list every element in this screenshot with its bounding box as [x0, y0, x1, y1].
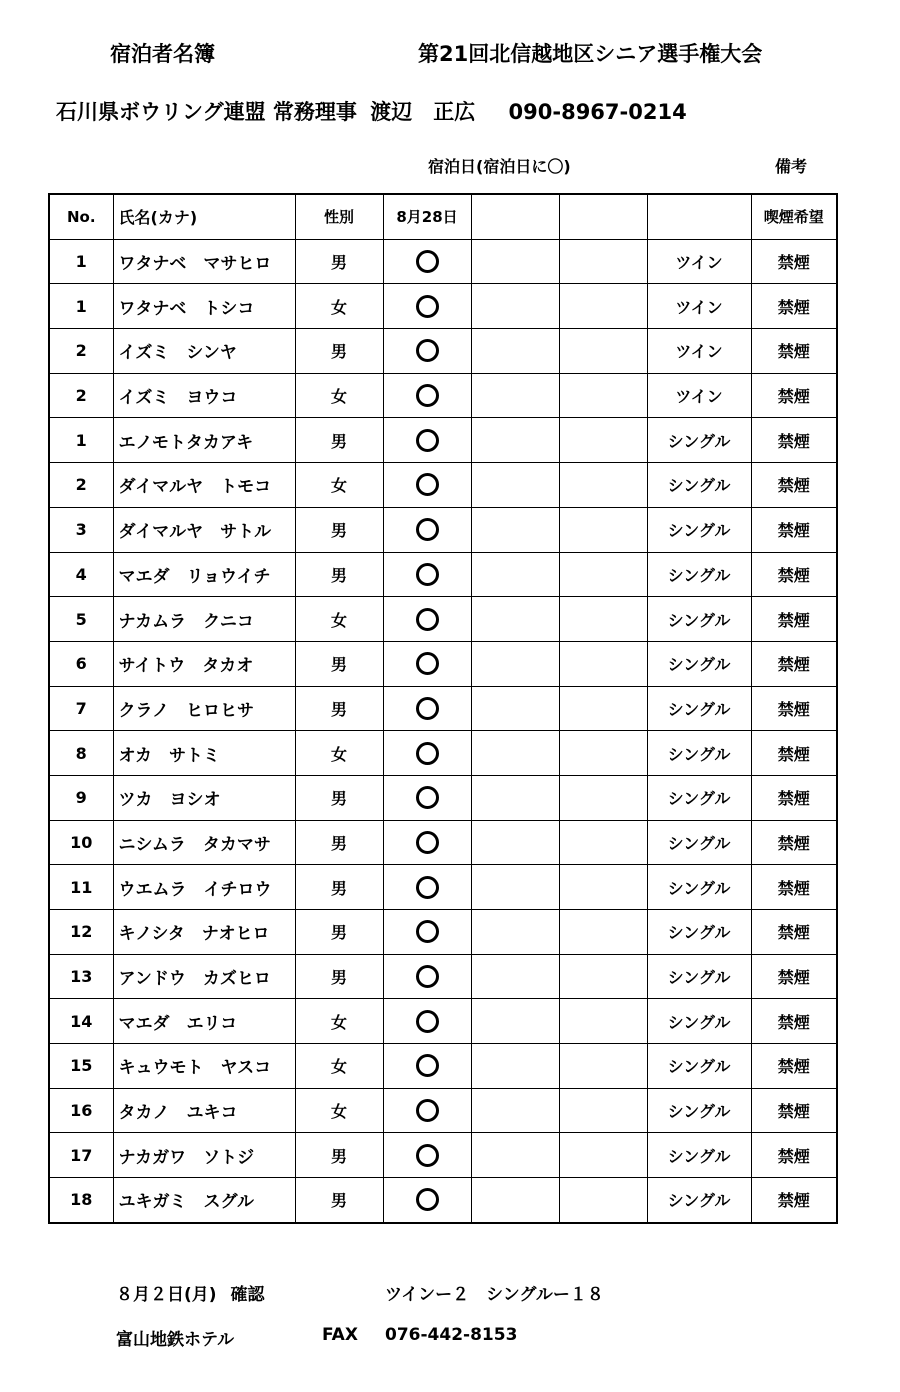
smoking-preference: 禁煙 [751, 597, 837, 642]
organization: 石川県ボウリング連盟 [56, 100, 266, 124]
blank-cell [471, 373, 559, 418]
guest-name: ダイマルヤ サトル [113, 507, 295, 552]
blank-cell [559, 1178, 647, 1223]
blank-cell [559, 463, 647, 508]
stay-mark [383, 999, 471, 1044]
stay-mark [383, 239, 471, 284]
guest-name: ユキガミ スグル [113, 1178, 295, 1223]
stay-circle-icon [416, 429, 439, 452]
guest-sex: 男 [295, 329, 383, 374]
table-row [49, 865, 837, 910]
stay-mark [383, 418, 471, 463]
blank-cell [471, 1178, 559, 1223]
smoking-preference: 禁煙 [751, 418, 837, 463]
guest-name: キノシタ ナオヒロ [113, 910, 295, 955]
row-number: 1 [49, 284, 113, 329]
stay-mark [383, 865, 471, 910]
smoking-preference: 禁煙 [751, 775, 837, 820]
smoking-preference: 禁煙 [751, 731, 837, 776]
header-date: 8月28日 [383, 194, 471, 239]
stay-circle-icon [416, 876, 439, 899]
stay-circle-icon [416, 250, 439, 273]
room-type: シングル [647, 1088, 751, 1133]
guest-sex: 女 [295, 999, 383, 1044]
guest-sex: 男 [295, 641, 383, 686]
room-type: シングル [647, 999, 751, 1044]
stay-circle-icon [416, 295, 439, 318]
blank-cell [559, 373, 647, 418]
row-number: 9 [49, 775, 113, 820]
stay-circle-icon [416, 1099, 439, 1122]
stay-circle-icon [416, 1144, 439, 1167]
guest-name: ウエムラ イチロウ [113, 865, 295, 910]
table-row [49, 597, 837, 642]
stay-circle-icon [416, 1010, 439, 1033]
table-row [49, 463, 837, 508]
row-number: 7 [49, 686, 113, 731]
guest-sex: 男 [295, 775, 383, 820]
blank-cell [471, 910, 559, 955]
guest-sex: 女 [295, 463, 383, 508]
room-type: シングル [647, 597, 751, 642]
room-type: シングル [647, 507, 751, 552]
row-number: 3 [49, 507, 113, 552]
stay-circle-icon [416, 1188, 439, 1211]
guest-name: キュウモト ヤスコ [113, 1044, 295, 1089]
header-smoking: 喫煙希望 [751, 194, 837, 239]
contact-phone: 090-8967-0214 [508, 100, 687, 124]
room-type: シングル [647, 418, 751, 463]
row-number: 5 [49, 597, 113, 642]
smoking-preference: 禁煙 [751, 999, 837, 1044]
smoking-preference: 禁煙 [751, 820, 837, 865]
row-number: 2 [49, 329, 113, 374]
fax-label: FAX [322, 1325, 358, 1345]
blank-cell [559, 731, 647, 776]
stay-circle-icon [416, 563, 439, 586]
row-number: 13 [49, 954, 113, 999]
stay-circle-icon [416, 518, 439, 541]
row-number: 17 [49, 1133, 113, 1178]
smoking-preference: 禁煙 [751, 507, 837, 552]
stay-mark [383, 820, 471, 865]
stay-circle-icon [416, 831, 439, 854]
smoking-preference: 禁煙 [751, 552, 837, 597]
blank-cell [471, 597, 559, 642]
stay-mark [383, 775, 471, 820]
guest-sex: 女 [295, 597, 383, 642]
row-number: 16 [49, 1088, 113, 1133]
stay-circle-icon [416, 786, 439, 809]
stay-mark [383, 373, 471, 418]
blank-cell [471, 418, 559, 463]
blank-cell [559, 641, 647, 686]
room-type: シングル [647, 954, 751, 999]
smoking-preference: 禁煙 [751, 329, 837, 374]
smoking-preference: 禁煙 [751, 1178, 837, 1223]
blank-cell [559, 597, 647, 642]
contact-line [56, 96, 687, 126]
blank-cell [471, 641, 559, 686]
blank-cell [471, 954, 559, 999]
smoking-preference: 禁煙 [751, 910, 837, 955]
guest-name: マエダ リョウイチ [113, 552, 295, 597]
blank-cell [559, 418, 647, 463]
blank-cell [559, 865, 647, 910]
guest-sex: 女 [295, 373, 383, 418]
row-number: 14 [49, 999, 113, 1044]
guest-roster-table [48, 193, 838, 1224]
table-row [49, 1044, 837, 1089]
table-row [49, 910, 837, 955]
table-row [49, 418, 837, 463]
row-number: 1 [49, 418, 113, 463]
blank-cell [559, 1088, 647, 1133]
room-type: シングル [647, 1044, 751, 1089]
blank-cell [471, 463, 559, 508]
blank-cell [559, 239, 647, 284]
row-number: 11 [49, 865, 113, 910]
blank-cell [559, 1133, 647, 1178]
guest-sex: 男 [295, 954, 383, 999]
stay-circle-icon [416, 742, 439, 765]
stay-mark [383, 463, 471, 508]
event-name: 第21回北信越地区シニア選手権大会 [418, 42, 763, 66]
stay-mark [383, 507, 471, 552]
room-type: シングル [647, 552, 751, 597]
guest-sex: 男 [295, 507, 383, 552]
stay-mark [383, 910, 471, 955]
row-number: 8 [49, 731, 113, 776]
blank-cell [559, 954, 647, 999]
stay-mark [383, 284, 471, 329]
blank-cell [471, 999, 559, 1044]
stay-circle-icon [416, 608, 439, 631]
stay-mark [383, 597, 471, 642]
table-row [49, 284, 837, 329]
guest-sex: 女 [295, 1088, 383, 1133]
smoking-preference: 禁煙 [751, 641, 837, 686]
room-summary: ツインー２ シングルー１８ [385, 1285, 604, 1305]
stay-circle-icon [416, 339, 439, 362]
room-type: シングル [647, 910, 751, 955]
room-type: シングル [647, 1133, 751, 1178]
table-row [49, 1133, 837, 1178]
hotel-name: 富山地鉄ホテル [116, 1330, 235, 1350]
smoking-preference: 禁煙 [751, 865, 837, 910]
stay-mark [383, 1178, 471, 1223]
guest-sex: 男 [295, 239, 383, 284]
guest-sex: 男 [295, 552, 383, 597]
row-number: 2 [49, 463, 113, 508]
table-header-row [49, 194, 837, 239]
stay-circle-icon [416, 965, 439, 988]
guest-name: マエダ エリコ [113, 999, 295, 1044]
smoking-preference: 禁煙 [751, 373, 837, 418]
header-blank-2 [559, 194, 647, 239]
blank-cell [559, 820, 647, 865]
row-number: 2 [49, 373, 113, 418]
room-type: ツイン [647, 329, 751, 374]
stay-mark [383, 1044, 471, 1089]
contact-name: 渡辺 正広 [370, 100, 476, 124]
blank-cell [471, 731, 559, 776]
room-type: シングル [647, 686, 751, 731]
stay-circle-icon [416, 473, 439, 496]
fax-number: 076-442-8153 [385, 1325, 518, 1345]
row-number: 1 [49, 239, 113, 284]
guest-name: ツカ ヨシオ [113, 775, 295, 820]
blank-cell [471, 1044, 559, 1089]
blank-cell [471, 1088, 559, 1133]
stay-note: 宿泊日(宿泊日に〇) [428, 157, 571, 176]
guest-sex: 女 [295, 731, 383, 776]
header-blank-3 [647, 194, 751, 239]
room-type: シングル [647, 463, 751, 508]
table-row [49, 999, 837, 1044]
blank-cell [559, 552, 647, 597]
guest-sex: 男 [295, 418, 383, 463]
table-row [49, 820, 837, 865]
room-type: ツイン [647, 373, 751, 418]
smoking-preference: 禁煙 [751, 954, 837, 999]
stay-mark [383, 641, 471, 686]
row-number: 15 [49, 1044, 113, 1089]
table-row [49, 641, 837, 686]
header-name: 氏名(カナ) [113, 194, 295, 239]
guest-name: オカ サトミ [113, 731, 295, 776]
blank-cell [559, 329, 647, 374]
smoking-preference: 禁煙 [751, 239, 837, 284]
blank-cell [559, 284, 647, 329]
smoking-preference: 禁煙 [751, 1044, 837, 1089]
blank-cell [559, 775, 647, 820]
table-row [49, 731, 837, 776]
stay-circle-icon [416, 1054, 439, 1077]
document-title: 宿泊者名簿 [110, 42, 215, 66]
blank-cell [471, 820, 559, 865]
blank-cell [471, 1133, 559, 1178]
confirm-line [116, 1280, 264, 1305]
guest-sex: 女 [295, 1044, 383, 1089]
row-number: 4 [49, 552, 113, 597]
table-row [49, 775, 837, 820]
table-row [49, 373, 837, 418]
confirm-date: ８月２日(月) [116, 1285, 217, 1305]
guest-name: サイトウ タカオ [113, 641, 295, 686]
blank-cell [559, 910, 647, 955]
stay-circle-icon [416, 384, 439, 407]
room-type: シングル [647, 1178, 751, 1223]
guest-name: ダイマルヤ トモコ [113, 463, 295, 508]
blank-cell [471, 329, 559, 374]
blank-cell [559, 507, 647, 552]
table-row [49, 507, 837, 552]
guest-name: ワタナベ マサヒロ [113, 239, 295, 284]
blank-cell [559, 1044, 647, 1089]
smoking-preference: 禁煙 [751, 1088, 837, 1133]
stay-circle-icon [416, 697, 439, 720]
blank-cell [559, 999, 647, 1044]
smoking-preference: 禁煙 [751, 284, 837, 329]
stay-circle-icon [416, 652, 439, 675]
guest-name: ナカガワ ソトジ [113, 1133, 295, 1178]
room-type: ツイン [647, 284, 751, 329]
guest-name: エノモトタカアキ [113, 418, 295, 463]
table-row [49, 329, 837, 374]
guest-name: イズミ シンヤ [113, 329, 295, 374]
blank-cell [471, 775, 559, 820]
smoking-preference: 禁煙 [751, 1133, 837, 1178]
stay-mark [383, 1088, 471, 1133]
table-row [49, 1088, 837, 1133]
guest-sex: 男 [295, 910, 383, 955]
blank-cell [471, 507, 559, 552]
table-row [49, 239, 837, 284]
stay-mark [383, 954, 471, 999]
blank-cell [559, 686, 647, 731]
stay-mark [383, 686, 471, 731]
stay-circle-icon [416, 920, 439, 943]
room-type: シングル [647, 865, 751, 910]
guest-sex: 男 [295, 865, 383, 910]
guest-sex: 男 [295, 1178, 383, 1223]
room-type: シングル [647, 641, 751, 686]
row-number: 10 [49, 820, 113, 865]
stay-mark [383, 1133, 471, 1178]
smoking-preference: 禁煙 [751, 463, 837, 508]
guest-sex: 女 [295, 284, 383, 329]
stay-mark [383, 731, 471, 776]
guest-name: ナカムラ クニコ [113, 597, 295, 642]
remarks-label: 備考 [775, 157, 808, 176]
room-type: ツイン [647, 239, 751, 284]
header-no: No. [49, 194, 113, 239]
guest-sex: 男 [295, 686, 383, 731]
blank-cell [471, 686, 559, 731]
table-row [49, 552, 837, 597]
table-row [49, 1178, 837, 1223]
guest-sex: 男 [295, 1133, 383, 1178]
row-number: 12 [49, 910, 113, 955]
guest-name: ワタナベ トシコ [113, 284, 295, 329]
contact-role: 常務理事 [272, 100, 357, 124]
blank-cell [471, 284, 559, 329]
table-row [49, 686, 837, 731]
guest-name: タカノ ユキコ [113, 1088, 295, 1133]
guest-name: ニシムラ タカマサ [113, 820, 295, 865]
room-type: シングル [647, 731, 751, 776]
room-type: シングル [647, 775, 751, 820]
row-number: 6 [49, 641, 113, 686]
row-number: 18 [49, 1178, 113, 1223]
header-blank-1 [471, 194, 559, 239]
guest-name: クラノ ヒロヒサ [113, 686, 295, 731]
guest-name: イズミ ヨウコ [113, 373, 295, 418]
blank-cell [471, 865, 559, 910]
table-row [49, 954, 837, 999]
blank-cell [471, 239, 559, 284]
header-sex: 性別 [295, 194, 383, 239]
stay-mark [383, 552, 471, 597]
room-type: シングル [647, 820, 751, 865]
confirm-label: 確認 [230, 1285, 265, 1305]
guest-sex: 男 [295, 820, 383, 865]
stay-mark [383, 329, 471, 374]
guest-name: アンドウ カズヒロ [113, 954, 295, 999]
smoking-preference: 禁煙 [751, 686, 837, 731]
blank-cell [471, 552, 559, 597]
